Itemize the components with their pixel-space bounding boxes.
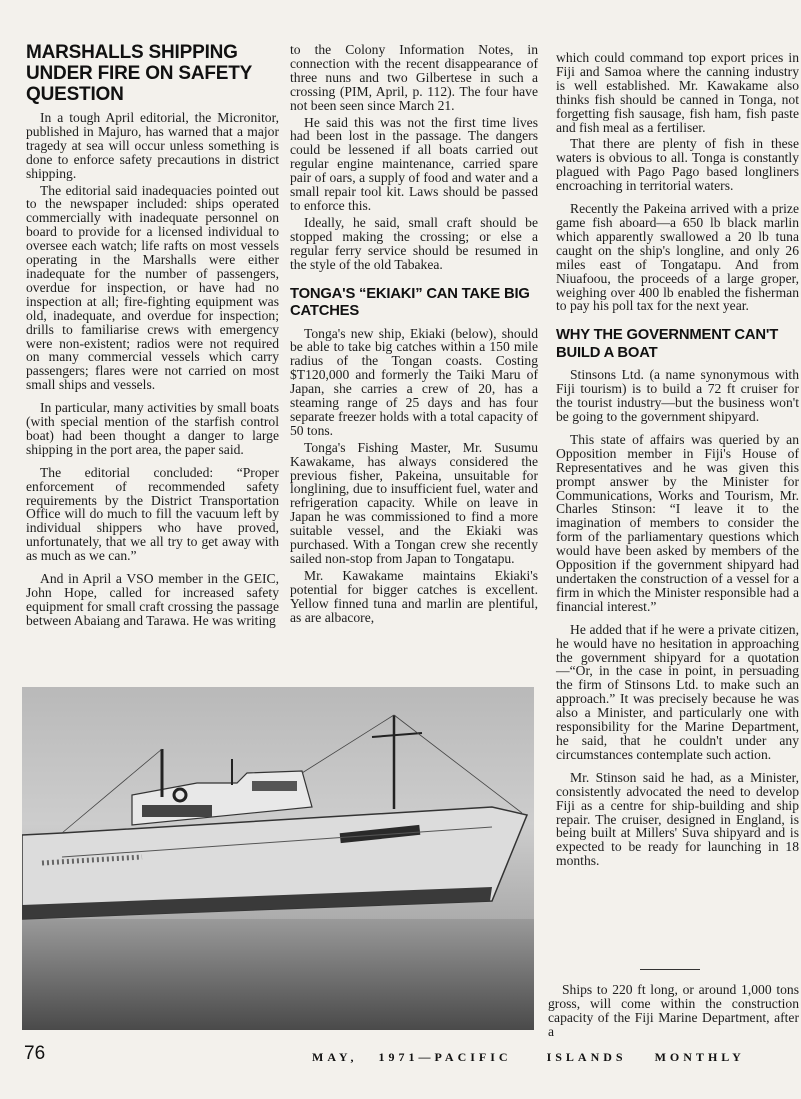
column-2 <box>290 43 538 625</box>
paragraph: Recently the Pakeina arrived with a prize game fish aboard—a 650 lb black marlin which apparently swallowed a 20 lb tuna caught on the ship's longline, and only 26 miles east of Tongatapu. And from Niuafoou, the proceeds of a large groper, weighing over 400 lb enabled the fisherman to pay his poll tax for the next year. <box>556 201 799 314</box>
paragraph: He said this was not the first time lives had been lost in the passage. The dangers could be lessened if all boats carried out regular engine maintenance, carried spare pair of oars, a supply of food and water and a small repair tool kit. Laws should be passed to enforce this. <box>290 114 538 213</box>
footer-islands: ISLANDS <box>546 1050 627 1064</box>
footer-month: MAY, <box>312 1050 358 1064</box>
paragraph: to the Colony Information Notes, in connection with the recent disappearance of three nuns and two Gilbertese in such a crossing (PIM, April, p. 112). The four have not been seen since March 21. <box>290 42 538 113</box>
running-footer <box>312 1050 745 1065</box>
column-3 <box>556 51 799 868</box>
ship-illustration <box>22 687 534 1030</box>
paragraph: Ships to 220 ft long, or around 1,000 tons gross, will come within the construction capacity of the Fiji Marine Department, after a <box>548 982 799 1039</box>
paragraph: He added that if he were a private citizen, he would have no hesitation in approaching the government shipyard for a quotation—“Or, in the case in point, in persuading the firm of Stinsons Ltd. to make such an approach.” It was precisely because he was also a Minister, and particularly one with responsibility for the Marine Department, he said, that he couldn't under any circumstances contemplate such action. <box>556 621 799 762</box>
paragraph: In a tough April editorial, the Micronitor, published in Majuro, has warned that a major tragedy at sea will occur unless something is done to enforce safety precautions in district shipping. <box>26 110 279 181</box>
paragraph: Stinsons Ltd. (a name synonymous with Fiji tourism) is to build a 72 ft cruiser for the tourist industry—but the business won't be going to the government shipyard. <box>556 367 799 425</box>
paragraph: And in April a VSO member in the GEIC, John Hope, called for increased safety equipment for small craft crossing the passage between Abaiang and Tarawa. He was writing <box>26 571 279 628</box>
ship-photo <box>22 687 534 1030</box>
headline-government-boat: WHY THE GOVERNMENT CAN'T BUILD A BOAT <box>556 327 779 361</box>
headline-marshalls-shipping: MARSHALLS SHIPPING UNDER FIRE ON SAFETY QUESTION <box>26 42 252 105</box>
paragraph: which could command top export prices in Fiji and Samoa where the canning industry is well established. Mr. Kawakame also thinks fish should be canned in Tonga, not forgetting fish sausage, fish ham, fish paste and fish meal as a fertiliser. <box>556 50 799 135</box>
paragraph: Tonga's new ship, Ekiaki (below), should be able to take big catches within a 150 mile radius of the Tongan coasts. Costing $T120,000 and formerly the Taiki Maru of Japan, she carries a crew of 20, has a steaming range of 25 days and has four separate freezer holds with a total capacity of 50 tons. <box>290 325 538 438</box>
column-1 <box>26 42 279 628</box>
page-number: 76 <box>24 1043 46 1064</box>
paragraph: Mr. Stinson said he had, as a Minister, consistently advocated the need to develop Fiji as a centre for ship-building and ship repair. The cruiser, designed in England, is being built at Millers' Suva shipyard and is expected to be ready for launching in 18 months. <box>556 769 799 869</box>
paragraph: Mr. Kawakame maintains Ekiaki's potential for bigger catches is excellent. Yellow finned tuna and marlin are plentiful, as are albacore, <box>290 567 538 625</box>
section-divider <box>640 969 700 970</box>
paragraph: The editorial concluded: “Proper enforcement of recommended safety requirements by the District Transportation Office will do much to fill the vacuum left by individual shippers who have proved, unfortunately, that we all try to get away with as much as we can.” <box>26 464 279 564</box>
paragraph: This state of affairs was queried by an Opposition member in Fiji's House of Representatives and he was given this prompt answer by the Minister for Communications, Works and Tourism, Mr. Charles Stinson: “I leave it to the imagination of members to consider the form of the parliamentary questions which would have been asked by members of the Opposition if the government shipyard had undertaken the construction of a vessel for a firm in which the Minister responsible had a financial interest.” <box>556 431 799 614</box>
paragraph: Ideally, he said, small craft should be stopped making the crossing; or else a regular ferry service should be resumed in the style of the old Tabakea. <box>290 214 538 272</box>
paragraph: Tonga's Fishing Master, Mr. Susumu Kawakame, has always considered the previous fisher, Pakeina, unsuitable for longlining, due to insufficient fuel, water and refrigeration capacity. While on leave in Japan he was commissioned to find a more suitable vessel, and the Ekiaki was purchased. With a Tongan crew she recently sailed non-stop from Japan to Tongatapu. <box>290 439 538 566</box>
paragraph: In particular, many activities by small boats (with special mention of the starfish control boat) had been thought a danger to large shipping in the port area, the paper said. <box>26 400 279 457</box>
paragraph: That there are plenty of fish in these waters is obvious to all. Tonga is constantly plagued with Pago Pago based longliners encroaching in territorial waters. <box>556 136 799 194</box>
headline-tonga-ekiaki: TONGA'S “EKIAKI” CAN TAKE BIG CATCHES <box>290 285 530 319</box>
footer-year-magazine: 1971—PACIFIC <box>378 1050 512 1064</box>
paragraph: The editorial said inadequacies pointed out to the newspaper included: ships operated commercially with inadequate personnel on board to provide for a licensed individual to oversee each watch; life rafts on most vessels operating in the Marshalls were either inadequate for the number of passengers, overdue for inspection, or have had no inspection at all; fire-fighting equipment was old, inadequate, and overdue for inspection; drills to familiarise crews with emergency were non-existent; radios were not required on many commercial vessels which carry passengers; flares were not carried on most small ships and vessels. <box>26 182 279 393</box>
footer-monthly: MONTHLY <box>654 1050 745 1064</box>
column-3-continued <box>548 983 799 1039</box>
